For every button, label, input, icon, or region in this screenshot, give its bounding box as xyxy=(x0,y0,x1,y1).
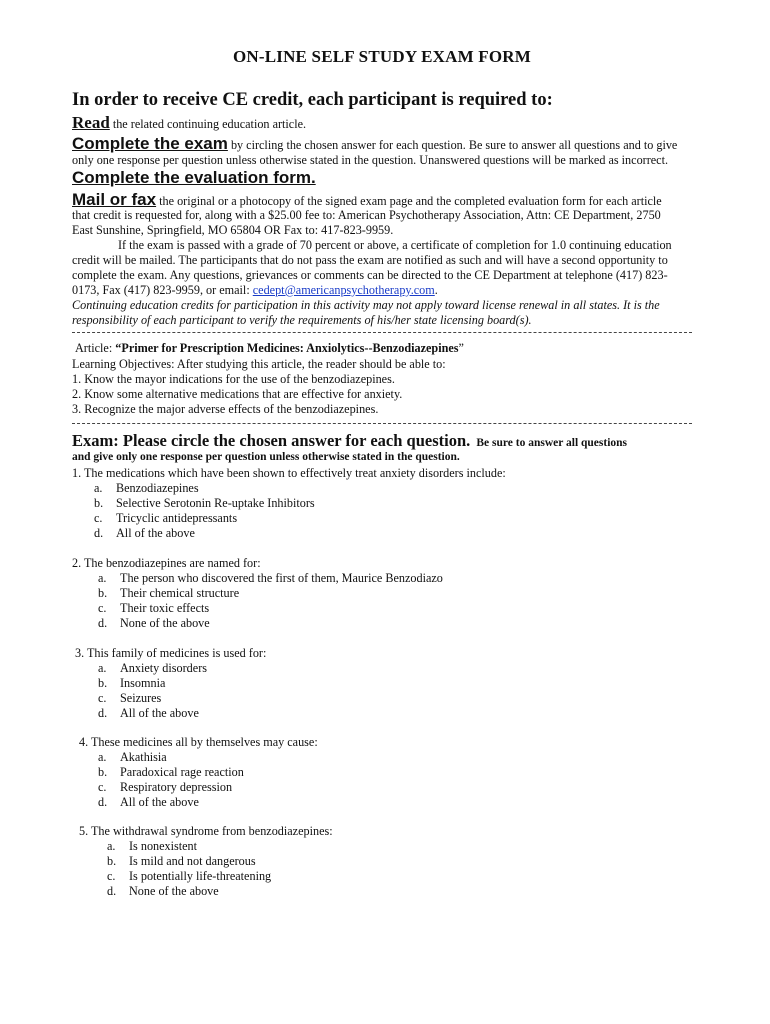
answer-option[interactable]: a. Akathisia xyxy=(98,750,167,764)
objectives-intro: Learning Objectives: After studying this article, the reader should be able to: xyxy=(72,357,446,371)
requirement-heading: In order to receive CE credit, each participant is required to: xyxy=(72,90,553,110)
answer-option[interactable]: b. Selective Serotonin Re-uptake Inhibitors xyxy=(94,496,315,510)
pass-line1: If the exam is passed with a grade of 70 percent or above, a certificate of completion for 1.0 continuing education xyxy=(118,238,672,252)
objective-item: 3. Recognize the major adverse effects of the benzodiazepines. xyxy=(72,402,379,416)
pass-line3: complete the exam. Any questions, grievances or comments can be directed to the CE Department at telephone (417) 823- xyxy=(72,268,668,282)
mail-text: the original or a photocopy of the signed exam page and the completed evaluation form for each article xyxy=(156,194,662,208)
answer-option[interactable]: b. Is mild and not dangerous xyxy=(107,854,256,868)
complete-exam-keyword: Complete the exam xyxy=(72,134,228,153)
mail-text-line2: that credit is requested for, along with a $25.00 fee to: American Psychotherapy Association, Attn: CE Department, 2750 xyxy=(72,208,661,222)
answer-option[interactable]: d. None of the above xyxy=(107,884,219,898)
exam-subheading-line2: and give only one response per question unless otherwise stated in the question. xyxy=(72,451,460,463)
email-link[interactable]: cedept@americanpsychotherapy.com xyxy=(252,283,435,297)
pass-line4-suffix: . xyxy=(434,283,438,297)
step-evaluation xyxy=(72,168,316,188)
article-close-quote: ” xyxy=(458,341,464,355)
divider-top xyxy=(72,332,692,333)
answer-option[interactable]: c. Is potentially life-threatening xyxy=(107,869,272,883)
answer-option[interactable]: a. Benzodiazepines xyxy=(94,481,199,495)
evaluation-keyword: Complete the evaluation form. xyxy=(72,168,316,187)
complete-exam-text: by circling the chosen answer for each question. Be sure to answer all questions and to give xyxy=(227,138,678,152)
question-4: 4. These medicines all by themselves may cause: xyxy=(79,735,318,749)
answer-option[interactable]: b. Paradoxical rage reaction xyxy=(98,765,244,779)
pass-line4 xyxy=(72,283,438,298)
read-keyword: Read xyxy=(72,113,110,132)
question-5: 5. The withdrawal syndrome from benzodiazepines: xyxy=(79,824,333,838)
answer-option[interactable]: a. Anxiety disorders xyxy=(98,661,207,675)
objective-item: 2. Know some alternative medications that are effective for anxiety. xyxy=(72,387,403,401)
answer-option[interactable]: d. None of the above xyxy=(98,616,210,630)
step-complete-exam xyxy=(72,134,677,154)
disclaimer-line2: responsibility of each participant to verify the requirements of his/her state licensing board(s). xyxy=(72,313,532,327)
pass-line4-prefix: 0173, Fax (417) 823-9959, or email: xyxy=(72,283,253,297)
answer-option[interactable]: c. Seizures xyxy=(98,691,162,705)
complete-exam-text-line2: only one response per question unless otherwise stated in the question. Unanswered questions will be marked as incorrect. xyxy=(72,153,669,167)
objective-item: 1. Know the mayor indications for the use of the benzodiazepines. xyxy=(72,372,395,386)
answer-option[interactable]: d. All of the above xyxy=(98,706,199,720)
answer-option[interactable]: a. Is nonexistent xyxy=(107,839,198,853)
article-line xyxy=(75,341,464,356)
answer-option[interactable]: d. All of the above xyxy=(94,526,195,540)
question-3: 3. This family of medicines is used for: xyxy=(75,646,267,660)
pass-line2: credit will be mailed. The participants that do not pass the exam are notified as such and will have a second opportunity to xyxy=(72,253,668,267)
exam-heading-line xyxy=(72,431,627,451)
article-prefix: Article: xyxy=(75,341,116,355)
read-text: the related continuing education article. xyxy=(109,117,307,131)
answer-option[interactable]: c. Respiratory depression xyxy=(98,780,233,794)
disclaimer-line1: Continuing education credits for participation in this activity may not apply toward license renewal in all states. It is the xyxy=(72,298,660,312)
answer-option[interactable]: a. The person who discovered the first of them, Maurice Benzodiazo xyxy=(98,571,443,585)
question-2: 2. The benzodiazepines are named for: xyxy=(72,556,261,570)
exam-heading: Exam: Please circle the chosen answer for each question. xyxy=(72,431,471,450)
answer-option[interactable]: b. Their chemical structure xyxy=(98,586,240,600)
mail-fax-keyword: Mail or fax xyxy=(72,190,157,209)
step-read xyxy=(72,113,306,133)
divider-bottom xyxy=(72,423,692,424)
answer-option[interactable]: c. Tricyclic antidepressants xyxy=(94,511,238,525)
mail-text-line3: East Sunshine, Springfield, MO 65804 OR Fax to: 417-823-9959. xyxy=(72,223,394,237)
step-mail-fax xyxy=(72,190,662,210)
answer-option[interactable]: c. Their toxic effects xyxy=(98,601,210,615)
question-1: 1. The medications which have been shown to effectively treat anxiety disorders include: xyxy=(72,466,506,480)
article-title: “Primer for Prescription Medicines: Anxiolytics--Benzodiazepines xyxy=(115,341,459,355)
exam-subheading: Be sure to answer all questions xyxy=(476,437,628,449)
answer-option[interactable]: d. All of the above xyxy=(98,795,199,809)
answer-option[interactable]: b. Insomnia xyxy=(98,676,166,690)
page-title: ON-LINE SELF STUDY EXAM FORM xyxy=(232,47,532,66)
